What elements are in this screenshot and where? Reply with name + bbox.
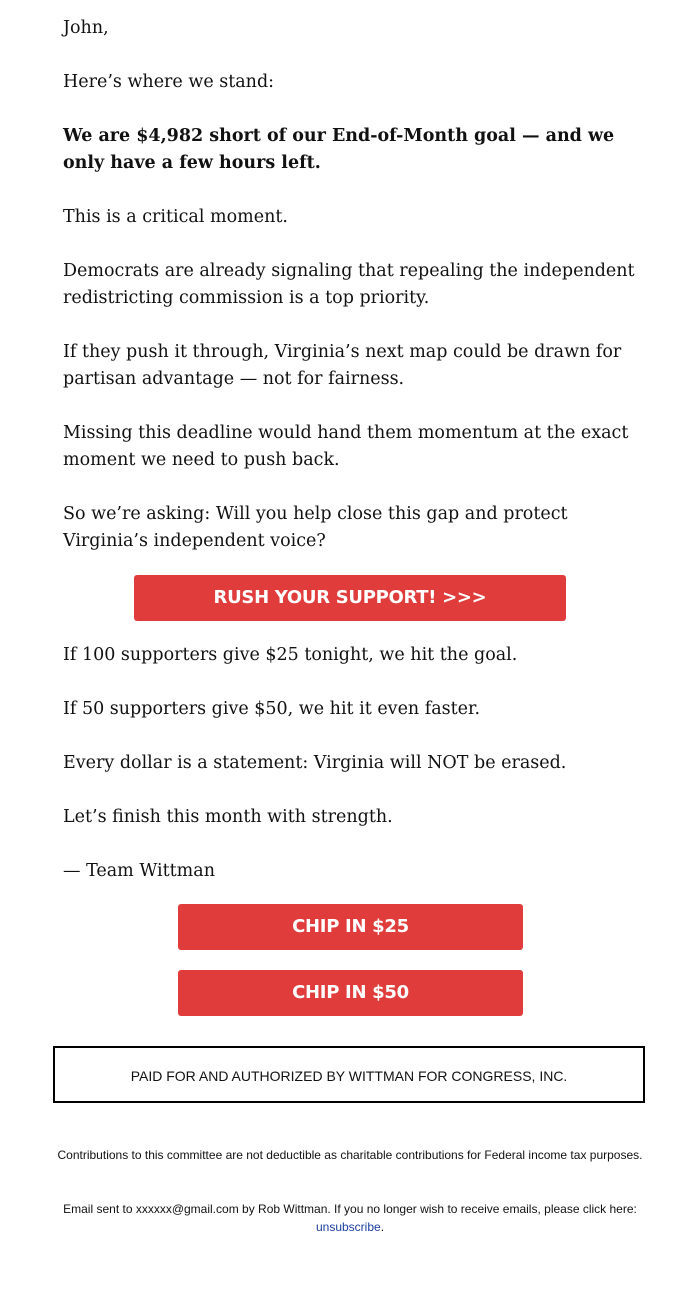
headline-text: We are $4,982 short of our End-of-Month goal — and we only have a few hours left. bbox=[63, 126, 615, 173]
signature: — Team Wittman bbox=[63, 861, 215, 881]
notice-period: . bbox=[380, 1220, 385, 1234]
chip-in-25-button[interactable] bbox=[178, 904, 523, 950]
paragraph-ask: So we’re asking: Will you help close this gap and protect Virginia’s independent voice? bbox=[63, 504, 568, 551]
rush-support-button[interactable] bbox=[134, 575, 566, 621]
chip-in-25-label: CHIP IN $25 bbox=[292, 916, 409, 937]
email-notice-text: Email sent to xxxxxx@gmail.com by Rob Wittman. If you no longer wish to receive emails, please click here: bbox=[63, 1202, 637, 1216]
paid-for-box bbox=[53, 1046, 645, 1103]
paragraph-50-supporters: If 50 supporters give $50, we hit it even faster. bbox=[63, 699, 481, 719]
paragraph-deadline: Missing this deadline would hand them momentum at the exact moment we need to push back. bbox=[63, 423, 629, 470]
intro-text: Here’s where we stand: bbox=[63, 72, 275, 92]
paragraph-finish: Let’s finish this month with strength. bbox=[63, 807, 393, 827]
paid-for-text: PAID FOR AND AUTHORIZED BY WITTMAN FOR CONGRESS, INC. bbox=[130, 1068, 568, 1084]
tax-disclaimer: Contributions to this committee are not deductible as charitable contributions for Federal income tax purposes. bbox=[57, 1148, 643, 1162]
paragraph-map: If they push it through, Virginia’s next map could be drawn for partisan advantage — not for fairness. bbox=[63, 342, 622, 389]
chip-in-50-label: CHIP IN $50 bbox=[292, 982, 409, 1003]
paragraph-democrats: Democrats are already signaling that repealing the independent redistricting commission is a top priority. bbox=[63, 261, 635, 308]
paragraph-statement: Every dollar is a statement: Virginia will NOT be erased. bbox=[63, 753, 567, 773]
paragraph-critical: This is a critical moment. bbox=[63, 207, 288, 227]
chip-in-50-button[interactable] bbox=[178, 970, 523, 1016]
rush-support-label: RUSH YOUR SUPPORT! >>> bbox=[213, 587, 487, 608]
paragraph-100-supporters: If 100 supporters give $25 tonight, we hit the goal. bbox=[63, 645, 518, 665]
unsubscribe-link[interactable]: unsubscribe bbox=[315, 1220, 381, 1234]
greeting: John, bbox=[63, 18, 109, 38]
email-notice bbox=[40, 1200, 660, 1236]
